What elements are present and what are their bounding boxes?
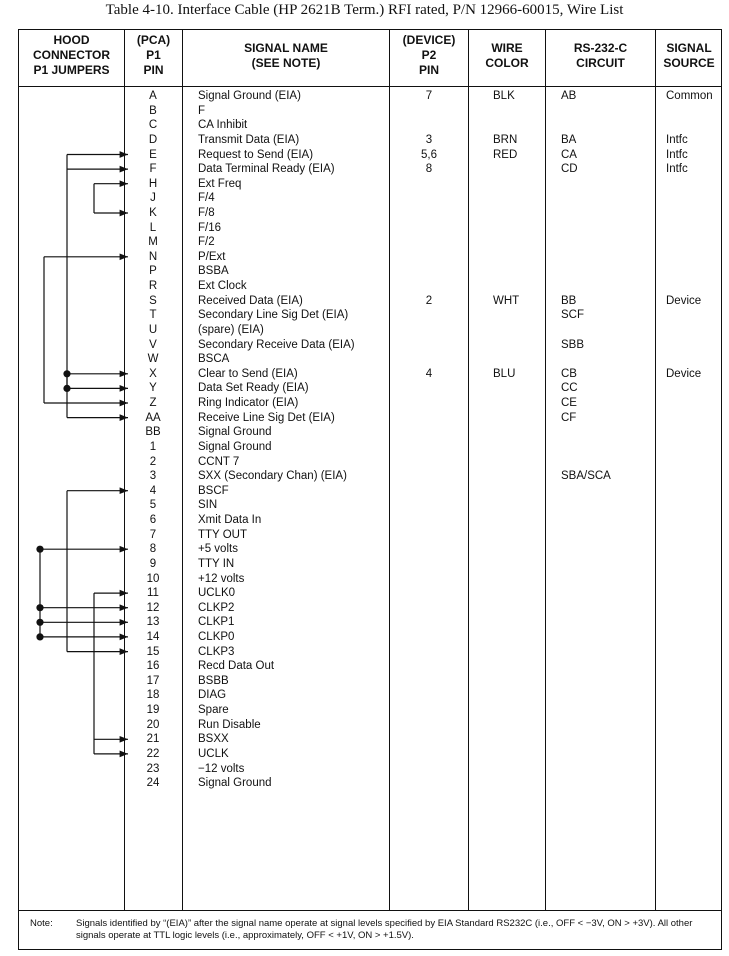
signal-name: Spare xyxy=(198,704,229,716)
signal-name: P/Ext xyxy=(198,250,226,263)
p1-pin: BB xyxy=(145,426,161,439)
signal-name: BSXX xyxy=(198,733,229,746)
junction-dot xyxy=(36,633,43,640)
junction-dot xyxy=(36,619,43,626)
signal-name: Secondary Receive Data (EIA) xyxy=(198,338,355,351)
header-p1-pin: (PCA) P1 PIN xyxy=(136,33,171,77)
p1-pin: 4 xyxy=(149,484,157,497)
p1-pin: B xyxy=(149,104,157,117)
signal-name: CLKP3 xyxy=(198,645,235,658)
signal-name: BSCA xyxy=(198,353,230,366)
p1-pin: J xyxy=(150,192,156,205)
p1-pin: 19 xyxy=(146,704,160,716)
p1-pin: 8 xyxy=(149,543,157,556)
rs232-circuit: CF xyxy=(561,411,577,424)
signal-name: DIAG xyxy=(198,689,227,702)
rs232-circuit: BA xyxy=(561,133,577,146)
p1-pin: 24 xyxy=(146,777,160,790)
p1-pin: 18 xyxy=(146,689,160,702)
p1-pin: C xyxy=(148,119,158,132)
p1-pin: V xyxy=(149,338,157,351)
p1-pin: 3 xyxy=(149,470,157,483)
signal-name: F/16 xyxy=(198,221,222,234)
p2-pin: 2 xyxy=(425,294,433,307)
p1-pin: 23 xyxy=(146,762,160,775)
header-signal-source: SIGNAL SOURCE xyxy=(663,41,715,70)
p1-pin: 12 xyxy=(146,601,160,614)
signal-name: Recd Data Out xyxy=(198,660,275,673)
signal-name: Signal Ground xyxy=(198,440,272,453)
signal-name: Receive Line Sig Det (EIA) xyxy=(198,411,335,424)
p1-pin: 20 xyxy=(146,718,160,731)
signal-name: Ext Freq xyxy=(198,177,242,190)
table-caption: Table 4-10. Interface Cable (HP 2621B Term.) RFI rated, P/N 12966-60015, Wire List xyxy=(105,2,624,18)
p1-pin: AA xyxy=(145,411,161,424)
signal-name: F xyxy=(198,104,206,117)
p1-pin: 1 xyxy=(149,440,157,453)
signal-name: Signal Ground xyxy=(198,777,272,790)
signal-name: Transmit Data (EIA) xyxy=(198,133,300,146)
p1-pin: S xyxy=(149,294,157,307)
signal-name: Xmit Data In xyxy=(198,514,262,526)
wire-color: BLK xyxy=(493,90,515,102)
p2-pin: 5,6 xyxy=(421,148,437,161)
signal-name: SIN xyxy=(198,499,218,512)
signal-name: F/8 xyxy=(198,207,215,219)
signal-name: Data Terminal Ready (EIA) xyxy=(198,163,335,176)
p1-pin: M xyxy=(148,236,158,249)
header-wire-color: WIRE COLOR xyxy=(485,41,529,70)
p1-pin: 7 xyxy=(149,528,157,541)
rs232-circuit: SBB xyxy=(561,338,585,351)
rs232-circuit: AB xyxy=(561,90,577,102)
signal-source: Device xyxy=(666,294,702,307)
rs232-circuit: CE xyxy=(561,397,577,409)
signal-name: F/4 xyxy=(198,192,215,205)
signal-name: +5 volts xyxy=(198,543,238,556)
p1-pin: E xyxy=(149,148,157,161)
note-label: Note: xyxy=(30,918,53,929)
header-p2-pin: (DEVICE) P2 PIN xyxy=(402,33,456,77)
p1-pin: 9 xyxy=(149,557,157,570)
signal-source: Device xyxy=(666,367,702,380)
junction-dot xyxy=(36,604,43,611)
p1-pin: T xyxy=(149,309,157,322)
p1-pin: 10 xyxy=(146,572,160,585)
p2-pin: 4 xyxy=(425,367,433,380)
signal-source: Common xyxy=(666,90,713,102)
p1-pin: F xyxy=(149,163,157,176)
signal-name: Signal Ground xyxy=(198,426,272,439)
p1-pin: 22 xyxy=(146,747,160,760)
p1-pin: 14 xyxy=(146,630,160,643)
header-signal-name: SIGNAL NAME (SEE NOTE) xyxy=(244,41,328,70)
note-text: Signals identified by “(EIA)” after the signal name operate at signal levels specified by EIA Standard RS232C (i.e., OFF < −3V, ON > +3V). All other signals operate at TTL logic levels (i.e., approximately, OFF < +1V, ON > +1.5V). xyxy=(76,918,693,941)
rs232-circuit: CD xyxy=(561,163,578,176)
p1-pin: P xyxy=(149,265,157,278)
signal-name: Ring Indicator (EIA) xyxy=(198,397,299,409)
signal-name: F/2 xyxy=(198,236,215,249)
junction-dot xyxy=(36,546,43,553)
wire-color: BLU xyxy=(493,367,516,380)
signal-name: +12 volts xyxy=(198,572,245,585)
p1-pin: U xyxy=(148,323,158,336)
signal-name: BSBB xyxy=(198,674,229,687)
signal-name: Signal Ground (EIA) xyxy=(198,90,301,102)
p1-pin: W xyxy=(147,353,159,366)
p1-pin: L xyxy=(149,221,157,234)
rs232-circuit: CB xyxy=(561,367,577,380)
p2-pin: 3 xyxy=(425,133,433,146)
p1-pin: 6 xyxy=(149,514,157,526)
signal-name: SXX (Secondary Chan) (EIA) xyxy=(198,470,347,483)
signal-name: UCLK0 xyxy=(198,587,236,600)
signal-name: (spare) (EIA) xyxy=(198,323,264,336)
p1-pin: H xyxy=(148,177,158,190)
signal-name: CCNT 7 xyxy=(198,455,240,468)
rs232-circuit: SBA/SCA xyxy=(561,470,611,483)
rs232-circuit: SCF xyxy=(561,309,584,322)
signal-name: Secondary Line Sig Det (EIA) xyxy=(198,309,349,322)
signal-name: Run Disable xyxy=(198,718,261,731)
signal-name: CLKP0 xyxy=(198,630,235,643)
signal-name: CLKP1 xyxy=(198,616,235,629)
p1-pin: 11 xyxy=(147,587,159,600)
p1-pin: D xyxy=(148,133,158,146)
signal-source: Intfc xyxy=(666,133,688,146)
header-rs232-circuit: RS-232-C CIRCUIT xyxy=(573,41,628,70)
rs232-circuit: CC xyxy=(561,382,578,395)
signal-name: BSBA xyxy=(198,265,229,278)
p1-pin: 5 xyxy=(149,499,157,512)
signal-name: Request to Send (EIA) xyxy=(198,148,314,161)
signal-source: Intfc xyxy=(666,148,688,161)
signal-source: Intfc xyxy=(666,163,688,176)
p1-pin: 2 xyxy=(149,455,157,468)
signal-name: −12 volts xyxy=(198,762,245,775)
signal-name: Clear to Send (EIA) xyxy=(198,367,298,380)
p1-pin: 17 xyxy=(146,674,160,687)
rs232-circuit: BB xyxy=(561,294,577,307)
p1-pin: 15 xyxy=(146,645,160,658)
p1-pin: Y xyxy=(149,382,157,395)
signal-name: TTY IN xyxy=(198,557,235,570)
p1-pin: X xyxy=(149,367,157,380)
p1-pin: 13 xyxy=(146,616,160,629)
signal-name: CA Inhibit xyxy=(198,119,248,132)
p2-pin: 8 xyxy=(425,163,433,176)
signal-name: BSCF xyxy=(198,484,229,497)
header-jumpers: HOOD CONNECTOR P1 JUMPERS xyxy=(32,33,111,77)
p1-pin: A xyxy=(149,90,157,102)
signal-name: Data Set Ready (EIA) xyxy=(198,382,309,395)
p2-pin: 7 xyxy=(425,90,433,102)
junction-dot xyxy=(63,385,70,392)
wire-color: BRN xyxy=(493,133,518,146)
signal-name: CLKP2 xyxy=(198,601,235,614)
rs232-circuit: CA xyxy=(561,148,577,161)
wire-color: RED xyxy=(493,148,518,161)
p1-pin: R xyxy=(148,280,158,293)
signal-name: Ext Clock xyxy=(198,280,247,293)
signal-name: UCLK xyxy=(198,747,229,760)
p1-pin: K xyxy=(149,207,157,219)
p1-pin: 16 xyxy=(146,660,160,673)
p1-pin: Z xyxy=(149,397,157,409)
wire-color: WHT xyxy=(493,294,520,307)
junction-dot xyxy=(63,370,70,377)
signal-name: TTY OUT xyxy=(198,528,247,541)
p1-pin: 21 xyxy=(146,733,160,746)
signal-name: Received Data (EIA) xyxy=(198,294,303,307)
p1-pin: N xyxy=(148,250,158,263)
